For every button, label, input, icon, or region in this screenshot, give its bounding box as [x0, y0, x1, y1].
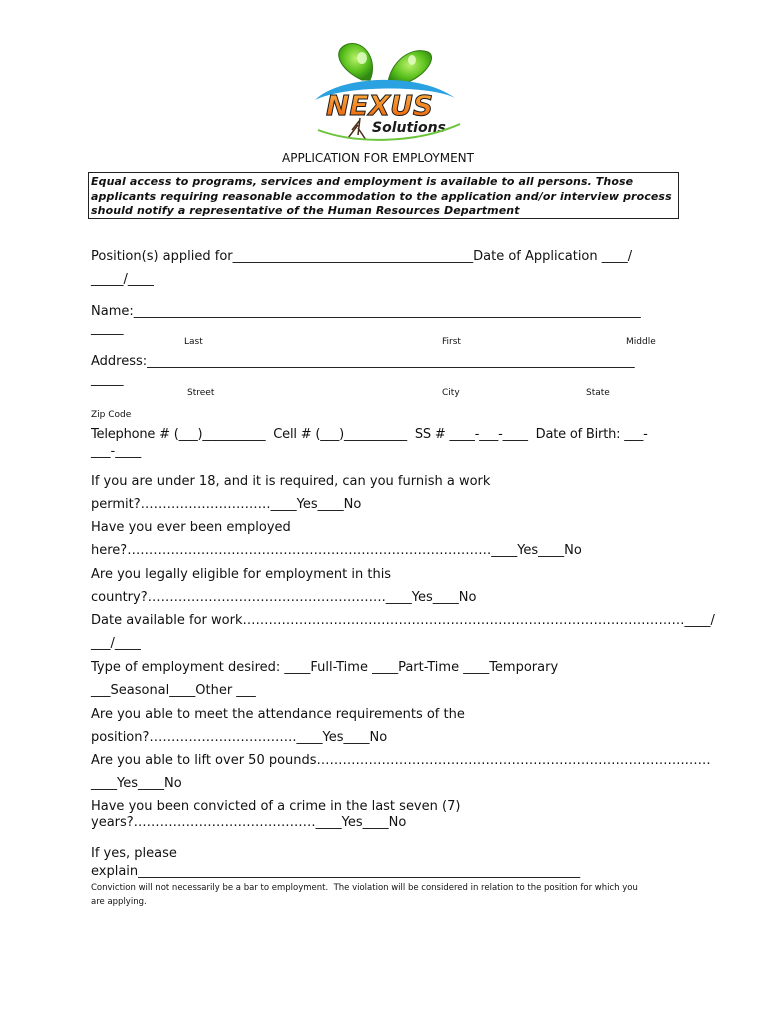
address-state-label: State [586, 388, 610, 398]
form-title: APPLICATION FOR EMPLOYMENT [282, 151, 474, 165]
address-city-label: City [442, 388, 460, 398]
answer-employment-type[interactable]: ___Seasonal____Other ___ [91, 683, 256, 698]
answer-conviction[interactable]: years?……………………………………____Yes____No [91, 815, 407, 830]
address-street-label: Street [187, 388, 215, 398]
answer-date-available[interactable]: ___/____ [91, 636, 141, 651]
address-line[interactable]: Address:___________________________________________________________________________ [91, 354, 635, 369]
name-last-label: Last [184, 337, 203, 347]
footnote-line-1: Conviction will not necessarily be a bar to employment. The violation will be considered in relation to the position for which you [91, 883, 638, 893]
question-lift: Are you able to lift over 50 pounds………………………………………………………………………….…… [91, 753, 711, 768]
footnote-line-2: are applying. [91, 897, 147, 907]
answer-lift[interactable]: ____Yes____No [91, 776, 182, 791]
answer-under-18[interactable]: permit?…………………………____Yes____No [91, 497, 362, 512]
answer-eligible[interactable]: country?……………………………………………….____Yes____No [91, 590, 477, 605]
logo-brand: NEXUS [326, 89, 434, 122]
question-employment-type[interactable]: Type of employment desired: ____Full-Time ____Part-Time ____Temporary [91, 660, 559, 675]
address-line-cont[interactable]: _____ [91, 372, 124, 387]
name-line[interactable]: Name:______________________________________________________________________________ [91, 304, 641, 319]
phone-ss-dob-line[interactable]: Telephone # (___)__________ Cell # (___)__________ SS # ____-___-____ Date of Birth: ___- [91, 427, 648, 442]
question-eligible: Are you legally eligible for employment in this [91, 567, 392, 582]
address-zip-label: Zip Code [91, 410, 132, 420]
name-middle-label: Middle [626, 337, 656, 347]
position-applied-line[interactable]: Position(s) applied for_____________________________________Date of Application ____/ [91, 249, 633, 264]
application-date-line[interactable]: _____/____ [91, 272, 154, 287]
explain-field[interactable]: explain____________________________________________________________________ [91, 864, 581, 879]
nexus-solutions-logo [300, 40, 470, 150]
answer-employed-before[interactable]: here?…………………………………………………………………………____Yes____No [91, 543, 582, 558]
question-conviction: Have you been convicted of a crime in the last seven (7) [91, 799, 461, 814]
question-explain: If yes, please [91, 846, 177, 861]
name-first-label: First [442, 337, 461, 347]
notice-text: Equal access to programs, services and employment is available to all persons. Those applicants requiring reasonable accommodation to the application and/or interview process should notify a representative of the Human Resources Department [91, 175, 672, 217]
logo-tagline: Solutions [372, 120, 446, 136]
answer-attendance[interactable]: position?…………………………….____Yes____No [91, 730, 388, 745]
question-date-available[interactable]: Date available for work…………………………………………………………………………………………____/ [91, 613, 715, 628]
phone-ss-dob-line-cont[interactable]: ___-____ [91, 444, 142, 459]
question-attendance: Are you able to meet the attendance requirements of the [91, 707, 465, 722]
question-employed-before: Have you ever been employed [91, 520, 291, 535]
name-line-cont[interactable]: _____ [91, 321, 124, 336]
question-under-18: If you are under 18, and it is required, can you furnish a work [91, 474, 491, 489]
